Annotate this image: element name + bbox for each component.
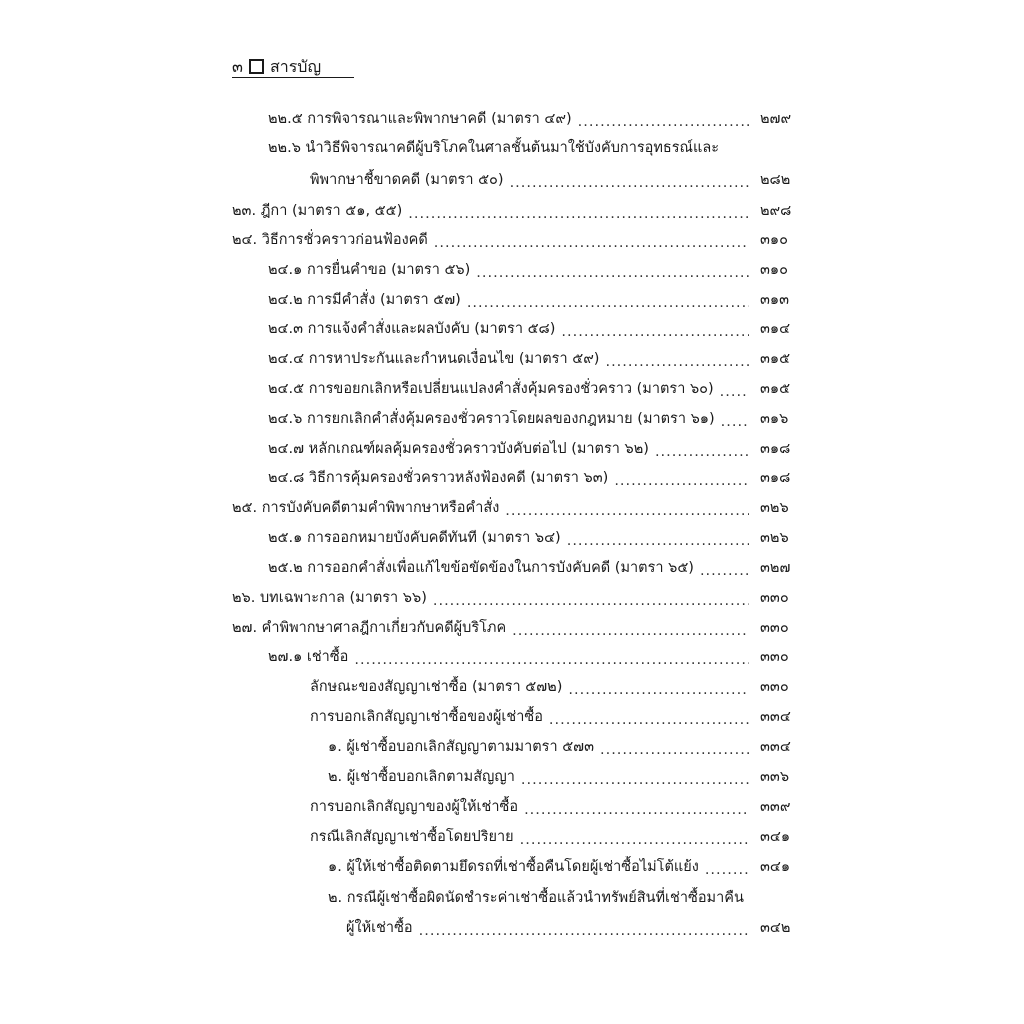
toc-entry: ๒๔.๗ หลักเกณฑ์ผลคุ้มครองชั่วคราวบังคับต่อไป (มาตรา ๖๒) ..... — [268, 438, 755, 460]
toc-page-number: ๓๓๐ — [760, 590, 789, 606]
toc-page-number: ๓๑๐ — [760, 232, 788, 248]
page-title: สารบัญ — [269, 57, 322, 76]
toc-page-number: ๓๓๐ — [760, 679, 789, 695]
toc-entry: ๑. ผู้ให้เช่าซื้อติดตามยึดรถที่เช่าซื้อคืนโดยผู้เช่าซื้อไม่โต้แย้ง ..... — [328, 856, 755, 878]
toc-entry: ๒๔.๕ การขอยกเลิกหรือเปลี่ยนแปลงคำสั่งคุ้มครองชั่วคราว (มาตรา ๖๐) ..... — [268, 378, 755, 400]
toc-page-number: ๓๒๖ — [760, 530, 789, 546]
toc-entry: ๒๔.๓ การแจ้งคำสั่งและผลบังคับ (มาตรา ๕๘) ..... — [268, 318, 755, 340]
toc-entry: ๑. ผู้เช่าซื้อบอกเลิกสัญญาตามมาตรา ๕๗๓ ..... — [328, 736, 755, 758]
toc-page-number: ๓๑๖ — [760, 411, 789, 427]
toc-entry: ๒๒.๖ นำวิธีพิจารณาคดีผู้บริโภคในศาลชั้นต้นมาใช้บังคับการอุทธรณ์และ — [268, 140, 720, 156]
toc-page-number: ๓๓๔ — [760, 739, 791, 755]
toc-page-number: ๓๑๘ — [760, 470, 791, 486]
toc-entry: การบอกเลิกสัญญาของผู้ให้เช่าซื้อ ..... — [310, 796, 755, 818]
toc-page-number: ๓๒๗ — [760, 560, 791, 576]
toc-entry: ผู้ให้เช่าซื้อ ..... — [346, 917, 755, 939]
toc-entry: กรณีเลิกสัญญาเช่าซื้อโดยปริยาย ..... — [310, 826, 755, 848]
toc-entry: ๒๓. ฎีกา (มาตรา ๕๑, ๕๕) ..... — [232, 200, 755, 222]
toc-entry: ๒๔.๘ วิธีการคุ้มครองชั่วคราวหลังฟ้องคดี (มาตรา ๖๓) ..... — [268, 467, 755, 489]
toc-page-number: ๒๘๒ — [760, 172, 791, 188]
toc-entry: ๒๔.๒ การมีคำสั่ง (มาตรา ๕๗) ..... — [268, 289, 755, 311]
toc-page-number: ๓๑๐ — [760, 262, 788, 278]
toc-entry: ๒๕. การบังคับคดีตามคำพิพากษาหรือคำสั่ง ..... — [232, 497, 755, 519]
toc-page-number: ๓๔๑ — [760, 859, 791, 875]
toc-entry: ๒๔.๑ การยื่นคำขอ (มาตรา ๕๖) ..... — [268, 259, 755, 281]
toc-entry: ๒๕.๑ การออกหมายบังคับคดีทันที (มาตรา ๖๔) ..... — [268, 527, 755, 549]
toc-page-number: ๓๓๙ — [760, 799, 791, 815]
toc-entry: ๒. ผู้เช่าซื้อบอกเลิกตามสัญญา ..... — [328, 766, 755, 788]
toc-entry: ๒๗. คำพิพากษาศาลฎีกาเกี่ยวกับคดีผู้บริโภค ..... — [232, 617, 755, 639]
toc-page-number: ๓๓๔ — [760, 709, 791, 725]
toc-entry: ๒๒.๕ การพิจารณาและพิพากษาคดี (มาตรา ๔๙) ..... — [268, 108, 755, 130]
toc-page-number: ๓๑๘ — [760, 441, 791, 457]
toc-entry: ๒๔.๔ การหาประกันและกำหนดเงื่อนไข (มาตรา ๕๙) ..... — [268, 348, 755, 370]
toc-page-number: ๓๒๖ — [760, 500, 789, 516]
toc-page-number: ๓๑๓ — [760, 292, 790, 308]
toc-entry: ๒๔. วิธีการชั่วคราวก่อนฟ้องคดี ..... — [232, 229, 755, 251]
toc-page-number: ๓๑๔ — [760, 321, 791, 337]
toc-entry: ๒๕.๒ การออกคำสั่งเพื่อแก้ไขข้อขัดข้องในการบังคับคดี (มาตรา ๖๕) ..... — [268, 557, 755, 579]
toc-entry: ๒๖. บทเฉพาะกาล (มาตรา ๖๖) ..... — [232, 587, 755, 609]
toc-entry: พิพากษาชี้ขาดคดี (มาตรา ๕๐) ..... — [310, 169, 755, 191]
toc-page-number: ๓๑๕ — [760, 351, 791, 367]
toc-page-number: ๓๔๑ — [760, 829, 791, 845]
toc-entry: ๒๔.๖ การยกเลิกคำสั่งคุ้มครองชั่วคราวโดยผลของกฎหมาย (มาตรา ๖๑) ..... — [268, 408, 755, 430]
toc-page-number: ๒๗๙ — [760, 111, 792, 127]
toc-page-number: ๓๓๐ — [760, 620, 789, 636]
toc-entry: ๒๗.๑ เช่าซื้อ ..... — [268, 646, 755, 668]
toc-entry: ลักษณะของสัญญาเช่าซื้อ (มาตรา ๕๗๒) ..... — [310, 676, 755, 698]
toc-page-number: ๓๔๒ — [760, 920, 791, 936]
toc-entry: การบอกเลิกสัญญาเช่าซื้อของผู้เช่าซื้อ ..... — [310, 706, 755, 728]
toc-entry: ๒. กรณีผู้เช่าซื้อผิดนัดชำระค่าเช่าซื้อแล้วนำทรัพย์สินที่เช่าซื้อมาคืน — [328, 890, 744, 906]
toc-page-number: ๓๑๕ — [760, 381, 791, 397]
page-number: ๓ — [232, 57, 243, 76]
toc-page-number: ๓๓๐ — [760, 649, 789, 665]
toc-page-number: ๓๓๖ — [760, 769, 790, 785]
toc-page-number: ๒๙๘ — [760, 203, 792, 219]
